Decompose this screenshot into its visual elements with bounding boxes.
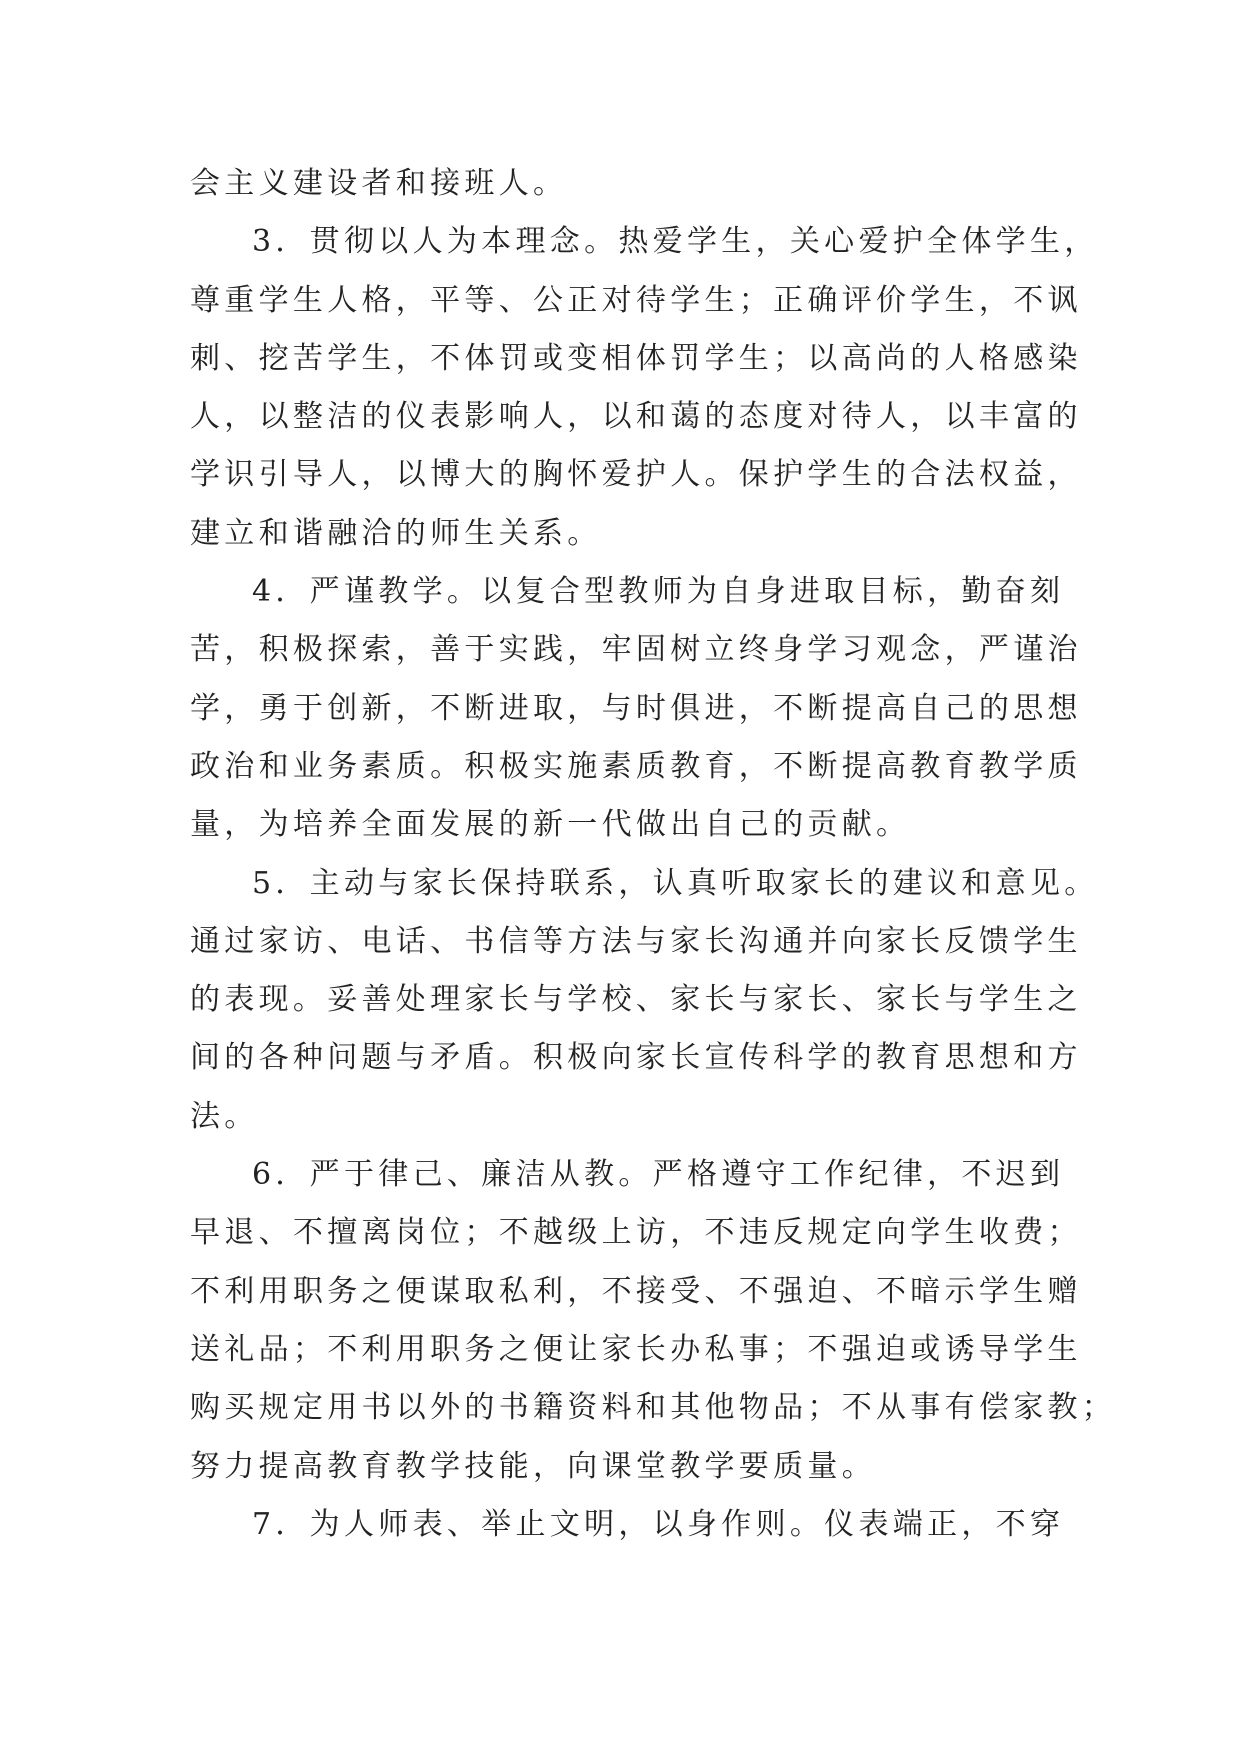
text-line: 通过家访、电话、书信等方法与家长沟通并向家长反馈学生 [190,923,1082,959]
text-line: 政治和业务素质。积极实施素质教育，不断提高教育教学质 [190,748,1082,784]
text-line: 4．严谨教学。以复合型教师为自身进取目标，勤奋刻 [252,574,1065,610]
text-line: 送礼品；不利用职务之便让家长办私事；不强迫或诱导学生 [190,1331,1082,1367]
text-line: 尊重学生人格，平等、公正对待学生；正确评价学生，不讽 [190,282,1082,318]
text-line: 法。 [190,1098,259,1134]
text-line: 的表现。妥善处理家长与学校、家长与家长、家长与学生之 [190,982,1082,1018]
text-line: 间的各种问题与矛盾。积极向家长宣传科学的教育思想和方 [190,1040,1082,1076]
text-line: 7．为人师表、举止文明，以身作则。仪表端正，不穿 [252,1506,1065,1542]
text-line: 苦，积极探索，善于实践，牢固树立终身学习观念，严谨治 [190,632,1082,668]
text-line: 人，以整洁的仪表影响人，以和蔼的态度对待人，以丰富的 [190,399,1082,435]
text-line: 早退、不擅离岗位；不越级上访，不违反规定向学生收费； [190,1215,1082,1251]
text-line: 学识引导人，以博大的胸怀爱护人。保护学生的合法权益， [190,457,1082,493]
text-line: 购买规定用书以外的书籍资料和其他物品；不从事有偿家教； [190,1390,1117,1426]
text-line: 6．严于律己、廉洁从教。严格遵守工作纪律，不迟到 [252,1157,1065,1193]
text-line: 量，为培养全面发展的新一代做出自己的贡献。 [190,807,911,843]
text-line: 努力提高教育教学技能，向课堂教学要质量。 [190,1448,876,1484]
text-line: 5．主动与家长保持联系，认真听取家长的建议和意见。 [252,865,1099,901]
text-line: 建立和谐融洽的师生关系。 [190,515,602,551]
text-line: 学，勇于创新，不断进取，与时俱进，不断提高自己的思想 [190,690,1082,726]
text-line: 不利用职务之便谋取私利，不接受、不强迫、不暗示学生赠 [190,1273,1082,1309]
document-body [190,155,1117,1554]
text-line: 3．贯彻以人为本理念。热爱学生，关心爱护全体学生， [252,224,1099,260]
text-line: 会主义建设者和接班人。 [190,166,568,201]
text-line: 刺、挖苦学生，不体罚或变相体罚学生；以高尚的人格感染 [190,340,1082,376]
